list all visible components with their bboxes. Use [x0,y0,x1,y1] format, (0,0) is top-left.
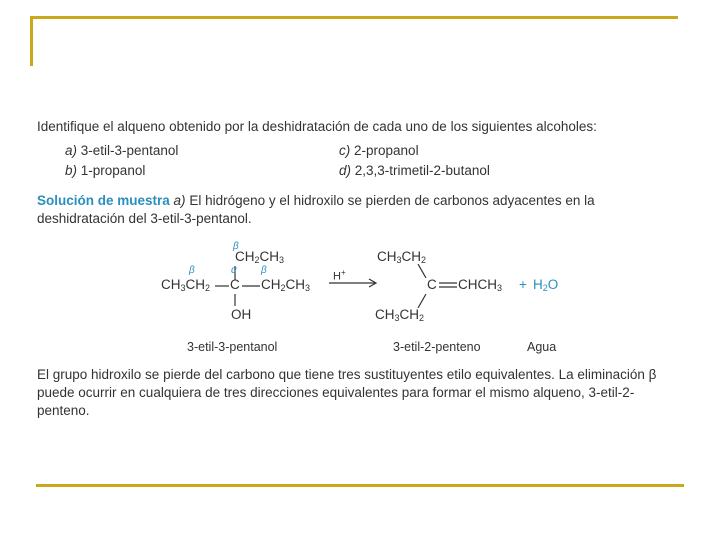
item-text: 3-etil-3-pentanol [80,143,179,158]
bond-right [242,284,260,288]
reactant-right-group: $CH_2CH_3$ [261,277,311,293]
item-letter: d) [339,163,352,178]
reactant-hydroxyl: OH [231,307,252,322]
frame-top-line [30,16,678,19]
solution-text: El hidrógeno y el hidroxilo se pierden de carbonos adyacentes en la deshidratación del 3-etil-3-pentanol. [37,193,595,226]
bond-bottom [233,294,237,306]
reaction-scheme [157,240,617,360]
plus-sign: + [519,277,527,292]
solution-heading: Solución de muestra [37,193,170,208]
product-right-group: $CHCH_3$ [458,277,503,293]
bond-left [215,284,229,288]
water-formula: $H_2O$ [533,277,559,293]
item-text: 2-propanol [354,143,419,158]
list-item-a [65,142,178,160]
beta-label-top: β [233,241,239,252]
item-text: 1-propanol [80,163,146,178]
alpha-label: α [231,265,237,276]
product-central-carbon: C [427,277,437,292]
item-letter: a) [65,143,78,158]
product-name: 3-etil-2-penteno [393,340,481,354]
explanation-paragraph: El grupo hidroxilo se pierde del carbono que tiene tres sustituyentes etilo equivalentes. La eliminación β puede ocurrir en cualquiera de tres direcciones equivalentes para formar el mismo alqueno, 3-etil-2-penteno. [37,367,657,418]
item-letter: c) [339,143,351,158]
list-item-d [339,162,490,180]
reactant-top-group: $CH_2CH_3$ [235,249,285,265]
catalyst-label: H+ [333,268,346,283]
reactant-left-group: $CH_3CH_2$ [161,277,211,293]
frame-left-line [30,16,33,66]
beta-label-left: β [189,265,195,276]
product-bond-top [417,264,427,278]
item-text: 2,3,3-trimetil-2-butanol [354,163,490,178]
exercise-prompt: Identifique el alqueno obtenido por la deshidratación de cada uno de los siguientes alcoholes: [37,119,597,134]
product-bottom-group: $CH_3CH_2$ [375,307,425,323]
beta-label-right: β [261,265,267,276]
frame-bottom-line [36,484,684,487]
item-letter: b) [65,163,78,178]
water-name: Agua [527,340,557,354]
sample-solution [37,192,667,228]
double-bond [439,281,457,289]
list-item-b [65,162,145,180]
reactant-central-carbon: C [230,277,240,292]
alcohol-list [37,142,677,182]
list-item-c [339,142,419,160]
product-top-group: $CH_3CH_2$ [377,249,427,265]
reactant-name: 3-etil-3-pentanol [187,340,278,354]
solution-letter: a) [173,193,186,208]
reaction-arrow [329,278,379,288]
